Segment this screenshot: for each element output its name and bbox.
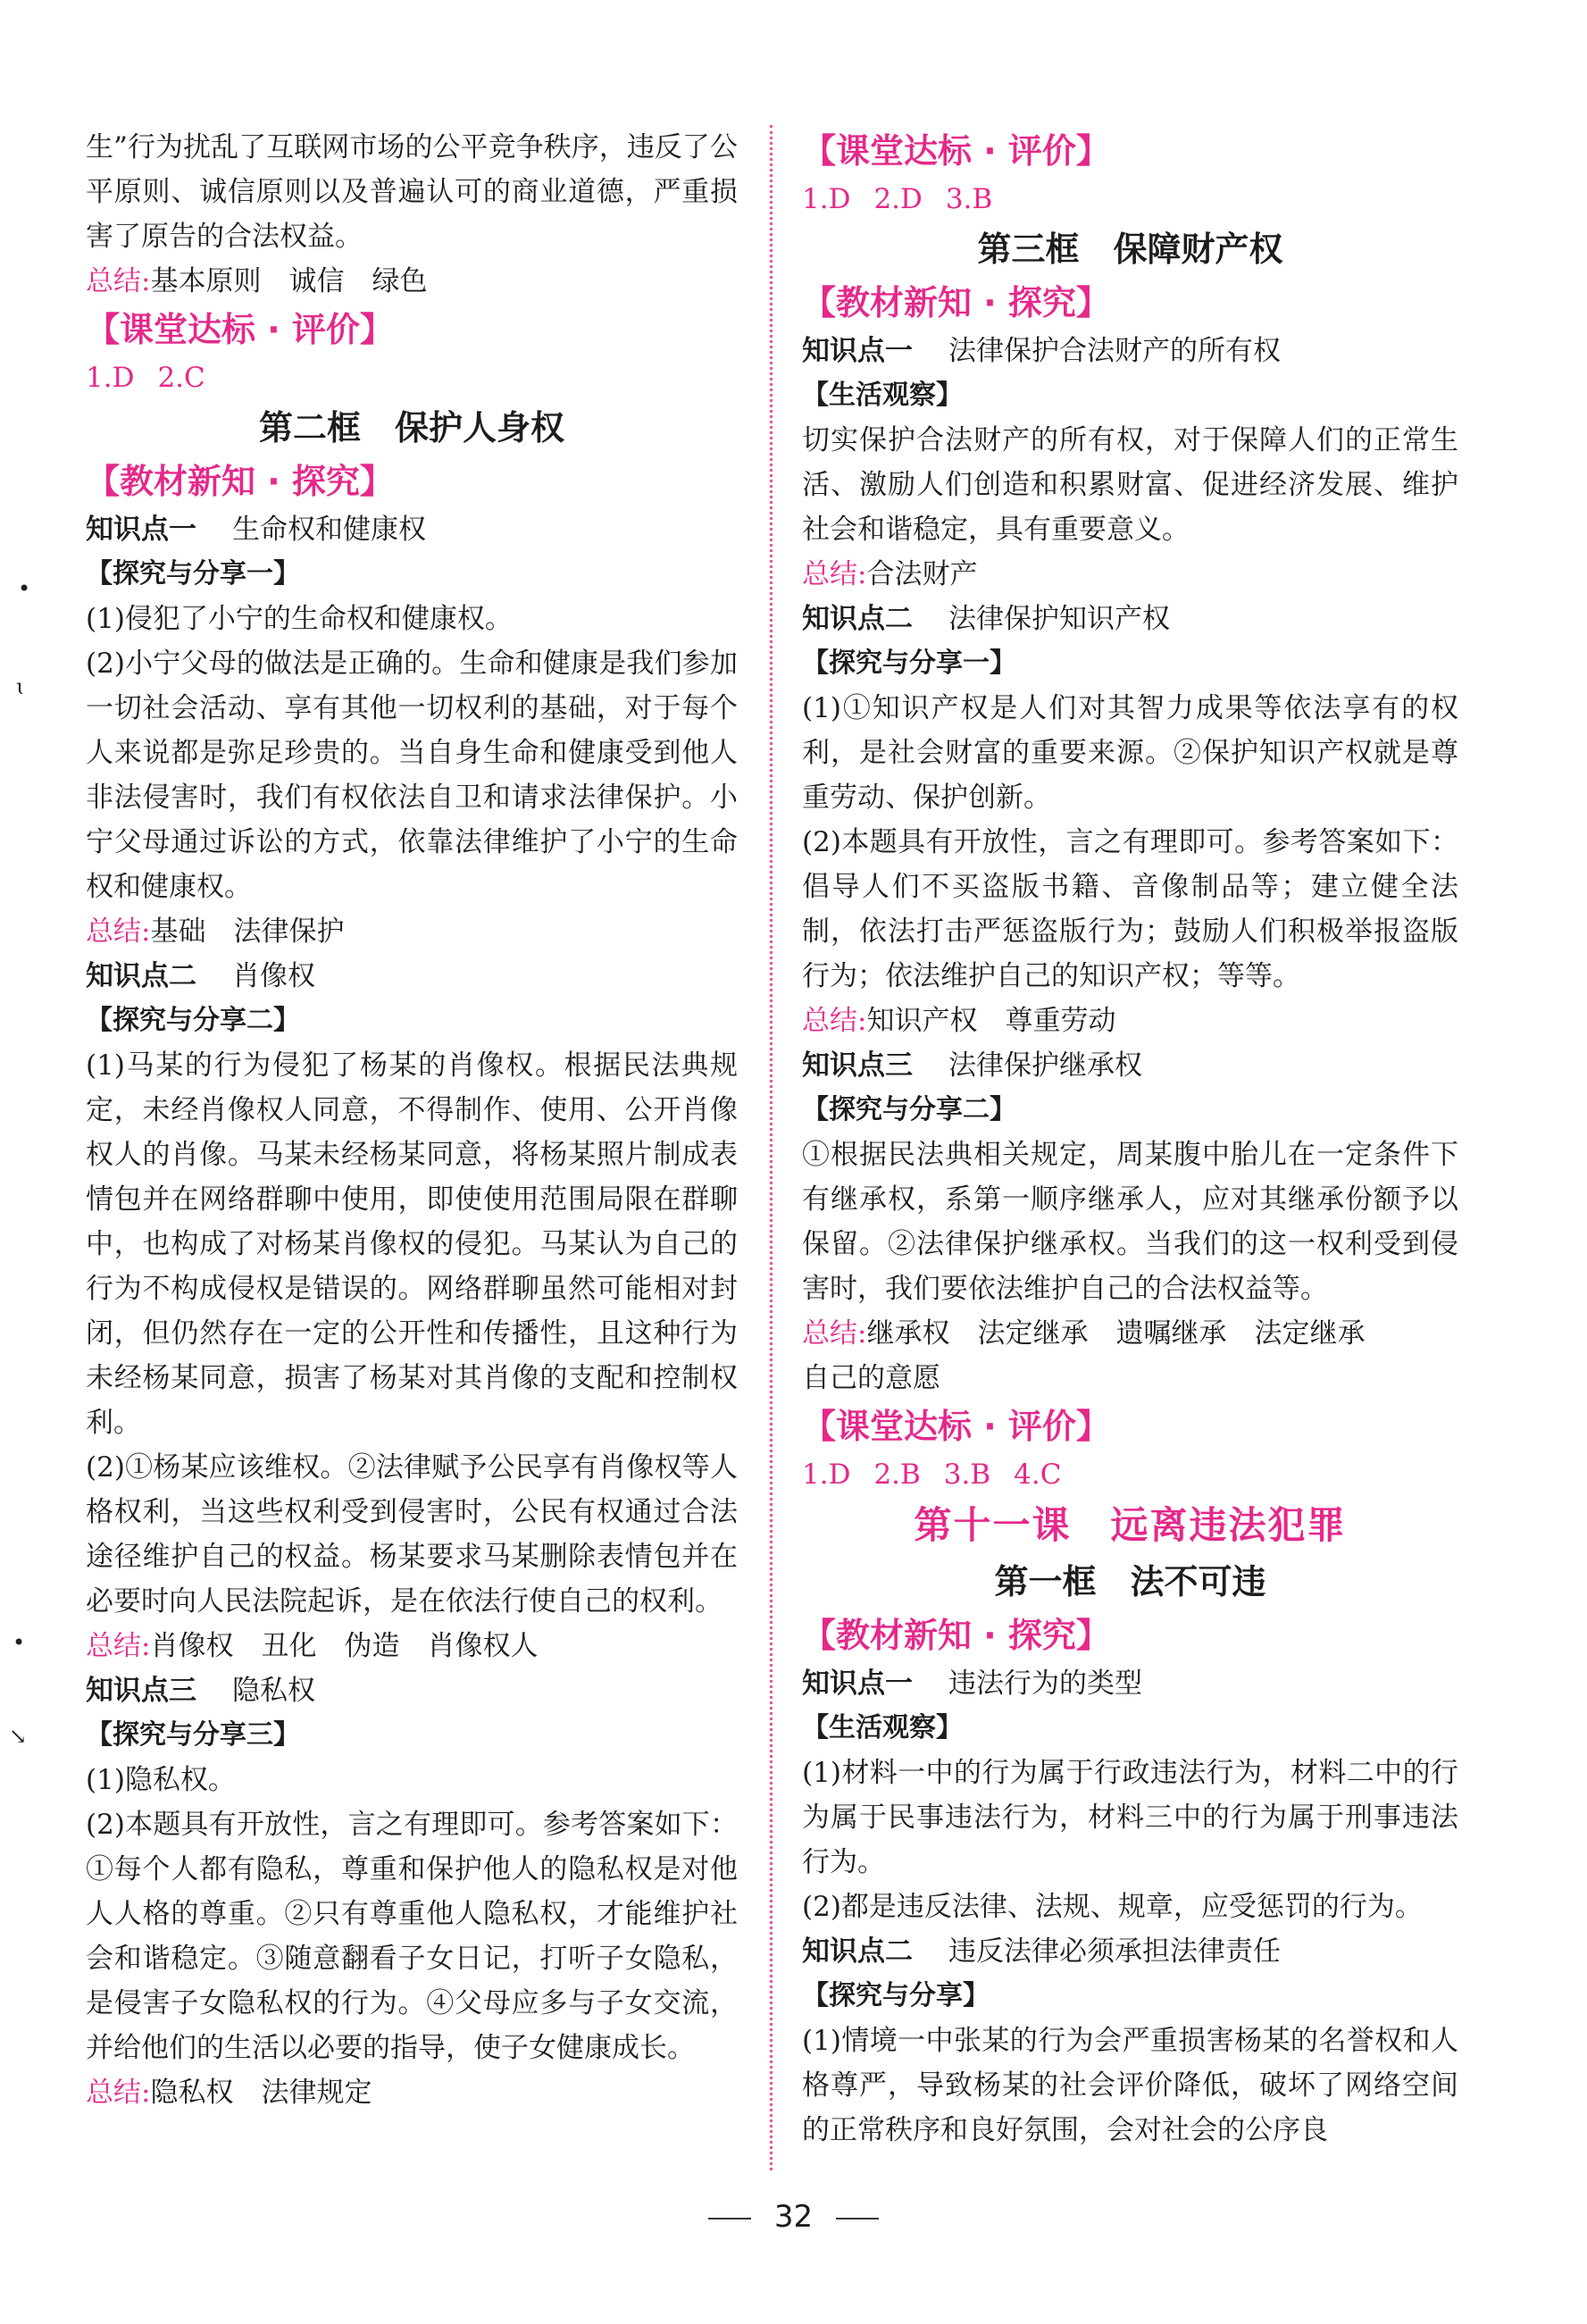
summary-text: 知识产权 尊重劳动 xyxy=(866,1005,1116,1037)
knowledge-point xyxy=(802,597,1458,641)
summary xyxy=(802,552,1458,597)
page-number-text: 32 xyxy=(773,2199,814,2235)
frame-title: 第二框 保护人身权 xyxy=(258,408,564,447)
answer-item: 2.C xyxy=(157,362,205,394)
answer-paragraph: (2)①杨某应该维权。②法律赋予公民享有肖像权等人格权利，当这些权利受到侵害时，公民有权通过合法途径维护自己的权益。杨某要求马某删除表情包并在必要时向人民法院起诉，是在依法行使自己的权利。 xyxy=(86,1451,738,1618)
answer-paragraph: (2)小宁父母的做法是正确的。生命和健康是我们参加一切社会活动、享有其他一切权利的基础，对于每个人来说都是弥足珍贵的。当自身生命和健康受到他人非法侵害时，我们有权依法自卫和请求法律保护。小宁父母通过诉讼的方式，依靠法律维护了小宁的生命权和健康权。 xyxy=(86,648,738,903)
section-heading-new-knowledge: 【教材新知 · 探究】 xyxy=(86,462,394,501)
sub-heading: 【生活观察】 xyxy=(802,1712,963,1743)
summary xyxy=(802,999,1458,1043)
answer-paragraph: (1)材料一中的行为属于行政违法行为，材料二中的行为属于民事违法行为，材料三中的行为属于刑事违法行为。 xyxy=(802,1757,1458,1878)
intro-paragraph: 生”行为扰乱了互联网市场的公平竞争秩序，违反了公平原则、诚信原则以及普遍认可的商业道德，严重损害了原告的合法权益。 xyxy=(86,131,738,253)
knowledge-point-title: 隐私权 xyxy=(232,1675,315,1707)
summary-label: 总结: xyxy=(802,1005,867,1037)
summary xyxy=(86,909,738,954)
knowledge-point xyxy=(802,1043,1458,1088)
answer-paragraph: 切实保护合法财产的所有权，对于保障人们的正常生活、激励人们创造和积累财富、促进经济发展、维护社会和谐稳定，具有重要意义。 xyxy=(802,424,1458,546)
sub-heading: 【探究与分享一】 xyxy=(802,648,1016,679)
answers xyxy=(86,355,738,400)
answer-paragraph: ①根据民法典相关规定，周某腹中胎儿在一定条件下有继承权，系第一顺序继承人，应对其继承份额予以保留。②法律保护继承权。当我们的这一权利受到侵害时，我们要依法维护自己的合法权益等。 xyxy=(802,1139,1458,1305)
sub-heading: 【探究与分享三】 xyxy=(86,1719,300,1751)
section-heading-classroom: 【课堂达标 · 评价】 xyxy=(802,131,1110,171)
summary-continuation: 自己的意愿 xyxy=(802,1362,940,1394)
page-number-dash xyxy=(708,2218,751,2220)
answers xyxy=(802,1452,1458,1497)
knowledge-point-label: 知识点一 xyxy=(86,514,196,546)
summary-label: 总结: xyxy=(86,1630,151,1662)
summary-text: 肖像权 丑化 伪造 肖像权人 xyxy=(150,1630,539,1662)
answers xyxy=(802,177,1458,222)
answer-item: 1.D xyxy=(802,1459,851,1491)
summary-text: 继承权 法定继承 遗嘱继承 法定继承 xyxy=(866,1317,1366,1350)
answer-item: 3.B xyxy=(943,1459,991,1491)
answer-item: 1.D xyxy=(802,183,851,215)
section-heading-new-knowledge: 【教材新知 · 探究】 xyxy=(802,1616,1110,1655)
answer-paragraph: (1)马某的行为侵犯了杨某的肖像权。根据民法典规定，未经肖像权人同意，不得制作、使用、公开肖像权人的肖像。马某未经杨某同意，将杨某照片制成表情包并在网络群聊中使用，即使使用范围局限在群聊中，也构成了对杨某肖像权的侵犯。马某认为自己的行为不构成侵权是错误的。网络群聊虽然可能相对封闭，但仍然存在一定的公开性和传播性，且这种行为未经杨某同意，损害了杨某对其肖像的支配和控制权利。 xyxy=(86,1049,738,1439)
answer-paragraph: (1)情境一中张某的行为会严重损害杨某的名誉权和人格尊严，导致杨某的社会评价降低，破坏了网络空间的正常秩序和良好氛围，会对社会的公序良 xyxy=(802,2025,1458,2146)
knowledge-point-title: 违法行为的类型 xyxy=(948,1668,1142,1700)
summary-text: 基本原则 诚信 绿色 xyxy=(150,265,428,297)
knowledge-point-title: 违反法律必须承担法律责任 xyxy=(948,1935,1281,1968)
knowledge-point-title: 法律保护合法财产的所有权 xyxy=(948,335,1281,367)
summary xyxy=(86,2070,738,2115)
knowledge-point-label: 知识点三 xyxy=(86,1675,196,1707)
knowledge-point-title: 生命权和健康权 xyxy=(232,514,426,546)
answer-paragraph: (2)都是违反法律、法规、规章，应受惩罚的行为。 xyxy=(802,1891,1423,1923)
summary-text: 隐私权 法律规定 xyxy=(150,2077,372,2109)
section-heading-classroom: 【课堂达标 · 评价】 xyxy=(86,310,394,349)
knowledge-point-label: 知识点二 xyxy=(86,960,196,992)
knowledge-point xyxy=(802,1661,1458,1706)
knowledge-point-title: 法律保护知识产权 xyxy=(948,603,1170,635)
summary-text: 合法财产 xyxy=(866,558,978,590)
margin-mark: • xyxy=(13,1630,26,1655)
summary-label: 总结: xyxy=(86,915,151,948)
knowledge-point-title: 法律保护继承权 xyxy=(948,1049,1142,1082)
knowledge-point xyxy=(86,954,738,999)
frame-title: 第一框 法不可违 xyxy=(994,1562,1266,1601)
knowledge-point-label: 知识点三 xyxy=(802,1049,913,1082)
answer-item: 2.D xyxy=(873,183,923,215)
margin-mark: ↘ xyxy=(9,1724,28,1749)
sub-heading: 【生活观察】 xyxy=(802,380,963,411)
summary-label: 总结: xyxy=(86,2077,151,2109)
answer-item: 1.D xyxy=(86,362,135,394)
answer-paragraph: (2)本题具有开放性，言之有理即可。参考答案如下：倡导人们不买盗版书籍、音像制品等；建立健全法制，依法打击严惩盗版行为；鼓励人们积极举报盗版行为；依法维护自己的知识产权；等等。 xyxy=(802,826,1458,992)
margin-mark: • xyxy=(18,576,31,601)
knowledge-point xyxy=(86,1668,738,1713)
summary xyxy=(86,259,738,304)
page-number-dash xyxy=(836,2218,879,2220)
lesson-title: 第十一课 远离违法犯罪 xyxy=(914,1503,1347,1547)
summary xyxy=(86,1624,738,1668)
frame-title: 第三框 保障财产权 xyxy=(977,230,1283,269)
margin-mark: ɩ xyxy=(16,674,25,699)
answer-paragraph: (1)①知识产权是人们对其智力成果等依法享有的权利，是社会财富的重要来源。②保护知识产权就是尊重劳动、保护创新。 xyxy=(802,692,1458,814)
knowledge-point-label: 知识点二 xyxy=(802,603,913,635)
summary-label: 总结: xyxy=(802,1317,867,1350)
knowledge-point xyxy=(802,1929,1458,1974)
answer-item: 4.C xyxy=(1014,1459,1062,1491)
page-number xyxy=(0,2199,1587,2235)
answer-paragraph: (2)本题具有开放性，言之有理即可。参考答案如下：①每个人都有隐私，尊重和保护他人的隐私权是对他人人格的尊重。②只有尊重他人隐私权，才能维护社会和谐稳定。③随意翻看子女日记，打听子女隐私，是侵害子女隐私权的行为。④父母应多与子女交流，并给他们的生活以必要的指导，使子女健康成长。 xyxy=(86,1809,738,2064)
summary xyxy=(802,1311,1458,1356)
column-divider xyxy=(770,125,773,2170)
summary-label: 总结: xyxy=(86,265,151,297)
sub-heading: 【探究与分享一】 xyxy=(86,558,300,589)
answer-item: 3.B xyxy=(945,183,993,215)
knowledge-point-label: 知识点一 xyxy=(802,335,913,367)
knowledge-point-label: 知识点二 xyxy=(802,1935,913,1968)
knowledge-point xyxy=(86,507,738,552)
sub-heading: 【探究与分享二】 xyxy=(802,1094,1016,1125)
sub-heading: 【探究与分享二】 xyxy=(86,1005,300,1036)
knowledge-point-title: 肖像权 xyxy=(232,960,315,992)
section-heading-new-knowledge: 【教材新知 · 探究】 xyxy=(802,283,1110,322)
summary-text: 基础 法律保护 xyxy=(150,915,345,948)
left-column xyxy=(86,125,738,2115)
answer-item: 2.B xyxy=(873,1459,921,1491)
knowledge-point xyxy=(802,329,1458,373)
answer-paragraph: (1)隐私权。 xyxy=(86,1764,236,1796)
right-column xyxy=(802,125,1458,2153)
section-heading-classroom: 【课堂达标 · 评价】 xyxy=(802,1407,1110,1446)
sub-heading: 【探究与分享】 xyxy=(802,1980,990,2011)
knowledge-point-label: 知识点一 xyxy=(802,1668,913,1700)
summary-label: 总结: xyxy=(802,558,867,590)
answer-paragraph: (1)侵犯了小宁的生命权和健康权。 xyxy=(86,603,513,635)
